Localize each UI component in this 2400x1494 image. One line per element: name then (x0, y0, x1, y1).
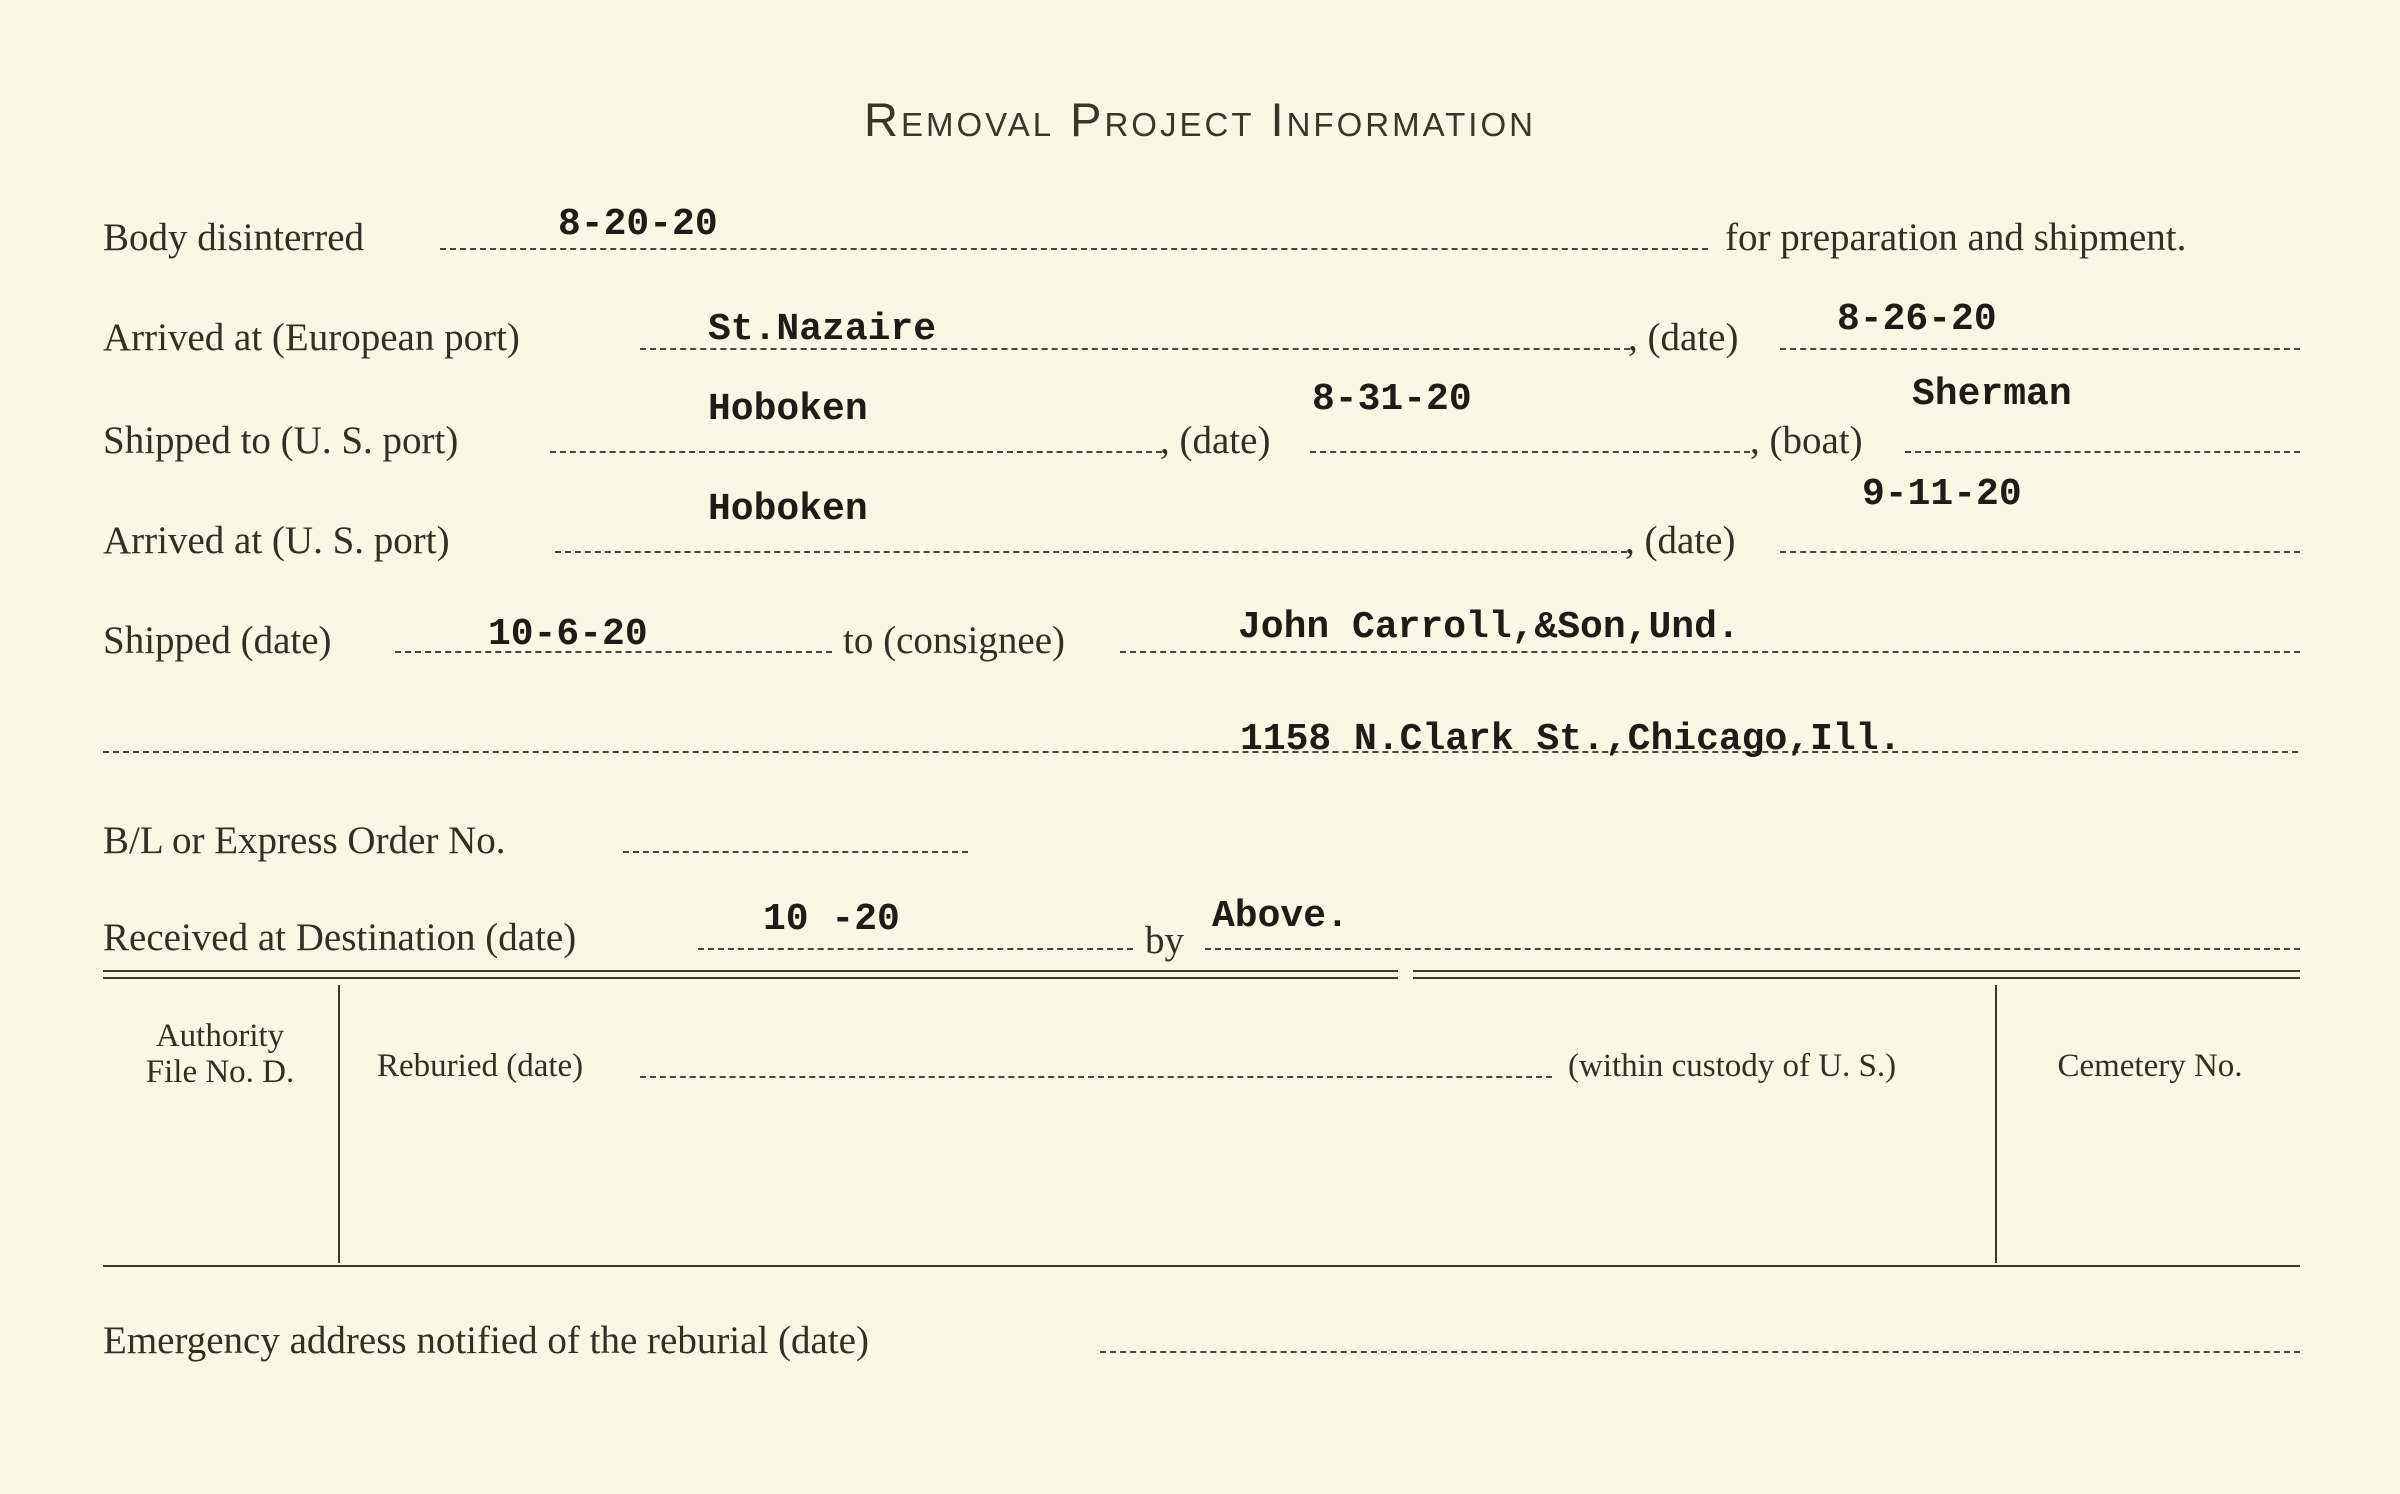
arrived-us-label: Arrived at (U. S. port) (103, 519, 450, 562)
arrived-us-date: 9-11-20 (1862, 473, 2022, 516)
disinterred-line (440, 248, 1708, 250)
shipped-us-label: Shipped to (U. S. port) (103, 419, 459, 462)
received-label: Received at Destination (date) (103, 916, 577, 959)
table-top-rule-right-1 (1413, 970, 2300, 972)
reburied-label: Reburied (date) (377, 1048, 584, 1084)
euro-port-date-label: , (date) (1628, 316, 1739, 359)
bl-line (623, 851, 968, 853)
consignee-value: John Carroll,&Son,Und. (1238, 606, 1740, 649)
consignee-line (1120, 651, 2300, 653)
disinterred-date: 8-20-20 (558, 203, 718, 246)
consignee-address: 1158 N.Clark St.,Chicago,Ill. (1240, 718, 1902, 761)
disinterred-label: Body disinterred (103, 216, 365, 259)
euro-port-value: St.Nazaire (708, 308, 937, 351)
cemetery-label: Cemetery No. (2057, 1048, 2243, 1084)
table-top-rule-left-1 (103, 970, 1398, 972)
table-bottom-rule (103, 1265, 2300, 1267)
shipped-us-date-label: , (date) (1160, 419, 1271, 462)
euro-port-date: 8-26-20 (1837, 298, 1997, 341)
emergency-label: Emergency address notified of the reburial (date) (103, 1319, 869, 1362)
arrived-us-port: Hoboken (708, 488, 868, 531)
table-divider-left (338, 985, 340, 1263)
received-by: Above. (1212, 895, 1349, 938)
shipped-label: Shipped (date) (103, 619, 332, 662)
card-title: Removal Project Information (864, 93, 1536, 146)
euro-port-label: Arrived at (European port) (103, 316, 520, 359)
shipped-us-boat-line (1905, 451, 2300, 453)
shipped-us-date-line (1310, 451, 1750, 453)
authority-line-1: Authority (155, 1018, 285, 1054)
shipped-date: 10-6-20 (488, 613, 648, 656)
arrived-us-date-line (1780, 551, 2300, 553)
bl-label: B/L or Express Order No. (103, 819, 506, 862)
shipped-us-port: Hoboken (708, 388, 868, 431)
authority-label (105, 1018, 335, 1090)
received-date: 10 -20 (763, 898, 900, 941)
authority-line-2: File No. D. (145, 1054, 295, 1090)
emergency-line (1100, 1351, 2300, 1353)
custody-label: (within custody of U. S.) (1568, 1048, 1897, 1084)
table-divider-right (1995, 985, 1997, 1263)
received-by-line (1205, 948, 2300, 950)
arrived-us-date-label: , (date) (1625, 519, 1736, 562)
address-line (103, 751, 2298, 753)
shipped-us-line (550, 451, 1162, 453)
received-by-label: by (1145, 919, 1184, 962)
arrived-us-line (555, 551, 1627, 553)
euro-port-date-line (1780, 348, 2300, 350)
consignee-label: to (consignee) (843, 619, 1066, 662)
shipped-us-boat-label: , (boat) (1750, 419, 1863, 462)
reburied-line (640, 1076, 1552, 1078)
table-top-rule-left-2 (103, 977, 1398, 979)
shipped-us-date: 8-31-20 (1312, 378, 1472, 421)
disinterred-suffix: for preparation and shipment. (1725, 216, 2187, 259)
table-top-rule-right-2 (1413, 977, 2300, 979)
shipped-us-boat: Sherman (1912, 373, 2072, 416)
received-date-line (698, 948, 1133, 950)
